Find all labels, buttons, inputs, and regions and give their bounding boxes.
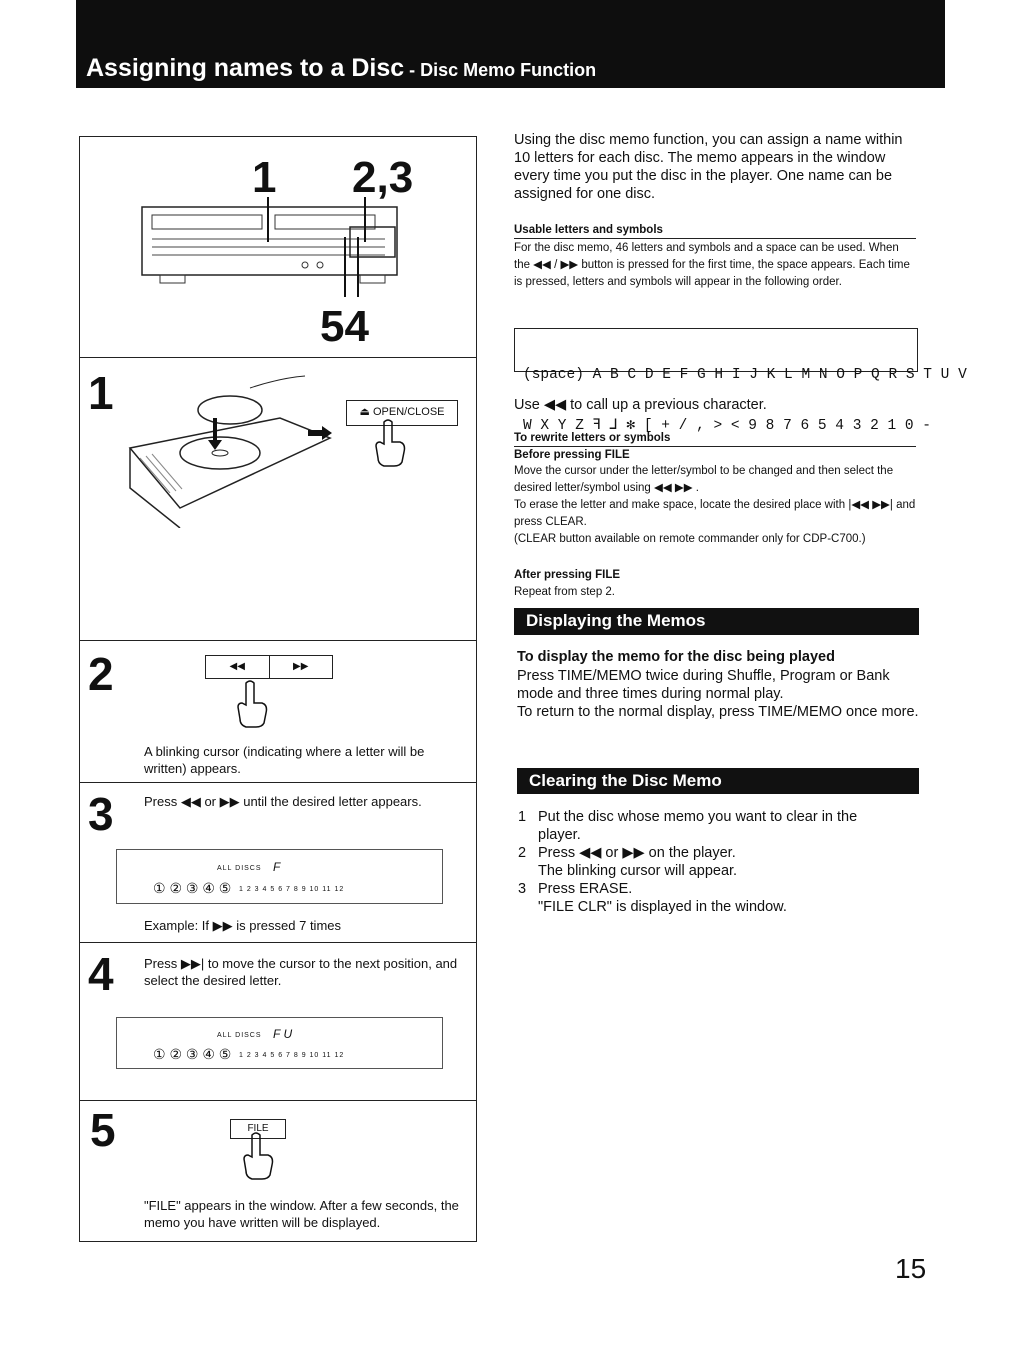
page-number: 15 — [895, 1253, 927, 1284]
step-5-text: "FILE" appears in the window. After a few seconds, the memo you have written will be displayed. — [144, 1198, 459, 1230]
step-4-panel — [79, 942, 477, 1100]
before-file-text: Move the cursor under the letter/symbol to be changed and then select the desired letter/symbol using ◀◀ ▶▶ . — [514, 465, 894, 494]
hand-pointer-icon — [238, 1131, 278, 1181]
title-sub: - Disc Memo Function — [404, 60, 597, 80]
lcd-char: F — [273, 860, 281, 874]
display-memo-return-text: To return to the normal display, press TIME/MEMO once more. — [517, 704, 919, 720]
cd-player-illustration — [140, 197, 410, 297]
lcd-disc-numbers: ① ② ③ ④ ⑤ — [153, 1046, 232, 1062]
clear-note: (CLEAR button available on remote commander only for CDP-C700.) — [514, 533, 866, 545]
displaying-memos-bar: Displaying the Memos — [514, 608, 919, 635]
step-5-panel — [79, 1100, 477, 1242]
before-file-heading: Before pressing FILE — [514, 449, 630, 461]
list-item-text: Press ◀◀ or ▶▶ on the player. — [538, 845, 736, 861]
lcd-display — [116, 849, 443, 904]
list-item-text: Press ERASE. — [538, 881, 633, 897]
open-close-label: OPEN/CLOSE — [372, 406, 445, 418]
lcd-display — [116, 1017, 443, 1069]
step-number: 3 — [88, 788, 114, 840]
chars-line-2: W X Y Z ꟻ ⅃ ✻ [ + / , > < 9 8 7 6 5 4 3 2 1 0 - — [523, 418, 932, 434]
usable-text: For the disc memo, 46 letters and symbols and a space can be used. When the ◀◀ / ▶▶ button is pressed for the first time, the space appears. Each time is pressed, letters and symbols will appear in the following order. — [514, 242, 910, 288]
eject-icon: ⏏ — [359, 406, 370, 418]
step-2-text: A blinking cursor (indicating where a letter will be written) appears. — [144, 744, 425, 776]
prev-next-buttons — [205, 655, 333, 679]
step-2-panel — [79, 640, 477, 782]
step-1-panel — [79, 358, 477, 640]
clearing-memo-bar: Clearing the Disc Memo — [517, 768, 919, 794]
list-item-number: 3 — [518, 881, 527, 897]
step-3-panel — [79, 782, 477, 942]
intro-paragraph: Using the disc memo function, you can assign a name within 10 letters for each disc. The memo appears in the window every time you put the disc in the player. One name can be assigned for one disc. — [514, 132, 903, 202]
list-item-text: Put the disc whose memo you want to clear in the player. — [538, 809, 858, 843]
lcd-track-numbers: 1 2 3 4 5 6 7 8 9 10 11 12 — [239, 886, 345, 893]
after-file-text: Repeat from step 2. — [514, 586, 615, 598]
hand-pointer-icon — [232, 679, 272, 729]
step-number: 4 — [88, 948, 114, 1000]
rewrite-heading: To rewrite letters or symbols — [514, 431, 916, 447]
erase-text: To erase the letter and make space, locate the desired place with |◀◀ ▶▶| and press CLEAR. — [514, 499, 916, 528]
step-number: 1 — [88, 367, 114, 419]
lcd-track-numbers: 1 2 3 4 5 6 7 8 9 10 11 12 — [239, 1052, 345, 1059]
lcd-all-discs: ALL DISCS — [217, 1032, 262, 1039]
use-previous-text: Use ◀◀ to call up a previous character. — [514, 397, 767, 413]
example-text: Example: If ▶▶ is pressed 7 times — [144, 918, 342, 933]
usable-heading: Usable letters and symbols — [514, 223, 916, 239]
list-item-sub: The blinking cursor will appear. — [538, 863, 738, 879]
lcd-char: F U — [273, 1027, 293, 1041]
rewind-button[interactable]: ◀◀ — [206, 656, 270, 678]
chars-line-1: (space) A B C D E F G H I J K L M N O P Q R S T U V — [523, 367, 967, 383]
list-item — [518, 808, 918, 844]
title-main: Assigning names to a Disc — [86, 54, 405, 82]
lcd-disc-numbers: ① ② ③ ④ ⑤ — [153, 880, 232, 896]
callout-23: 2,3 — [352, 153, 414, 202]
display-memo-text: Press TIME/MEMO twice during Shuffle, Program or Bank mode and three times during normal play. — [517, 668, 890, 702]
list-item-sub: "FILE CLR" is displayed in the window. — [538, 899, 787, 915]
disc-tray-illustration — [120, 358, 340, 528]
arrow-right-icon — [308, 426, 332, 440]
player-figure-panel — [79, 136, 477, 358]
after-file-heading: After pressing FILE — [514, 569, 621, 581]
callout-1: 1 — [252, 153, 277, 202]
list-item-number: 1 — [518, 809, 527, 825]
lcd-all-discs: ALL DISCS — [217, 865, 262, 872]
page-title — [86, 54, 596, 83]
display-memo-heading: To display the memo for the disc being played — [517, 649, 835, 665]
list-item-number: 2 — [518, 845, 527, 861]
list-item — [518, 880, 918, 898]
callout-54: 54 — [320, 302, 369, 351]
step-number: 2 — [88, 648, 114, 700]
hand-pointer-icon — [370, 418, 410, 468]
list-item — [518, 844, 918, 862]
step-3-text: Press ◀◀ or ▶▶ until the desired letter appears. — [144, 794, 422, 809]
step-number: 5 — [90, 1104, 116, 1156]
clearing-list — [518, 808, 918, 916]
step-4-text: Press ▶▶| to move the cursor to the next position, and select the desired letter. — [144, 956, 458, 988]
fast-forward-button[interactable]: ▶▶ — [293, 661, 309, 672]
file-button[interactable]: FILE — [230, 1119, 286, 1139]
